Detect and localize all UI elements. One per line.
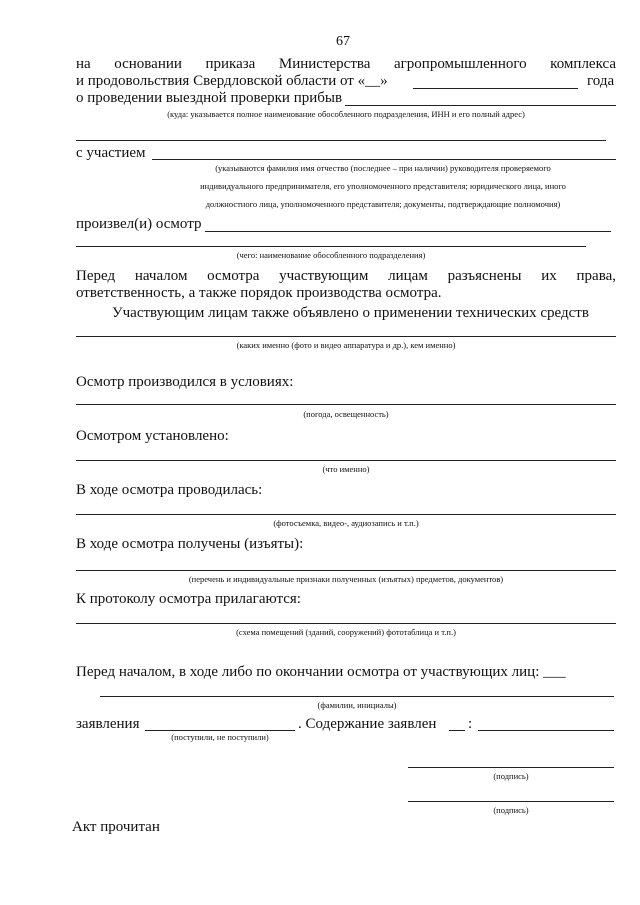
statements-label: Перед началом, в ходе либо по окончании осмотра от участвующих лиц: ___: [76, 664, 566, 680]
rights-line-3: Участвующим лицам также объявлено о применении технических средств: [112, 305, 589, 321]
statements-word: заявления: [76, 716, 140, 732]
content-line: [478, 730, 614, 731]
signature-line-2: [408, 801, 614, 802]
inspection-line-2: [76, 246, 586, 247]
inspection-line: [205, 231, 611, 232]
participation-label: с участием: [76, 145, 146, 161]
conditions-label: Осмотр производился в условиях:: [76, 374, 294, 390]
inspection-caption: (чего: наименование обособленного подразделения): [236, 250, 426, 260]
date-blank-line: [413, 88, 578, 89]
signature-caption-1: (подпись): [493, 771, 529, 781]
obtained-caption: (перечень и индивидуальные признаки полученных (изъятых) предметов, документов): [188, 574, 504, 584]
names-caption: (фамилии, инициалы): [317, 700, 397, 710]
intro-line-1: на основании приказа Министерства агропромышленного комплекса: [76, 56, 616, 72]
arrival-place-line-2: [76, 140, 606, 141]
intro-line-3: о проведении выездной проверки прибыв: [76, 90, 343, 106]
intro-line-2-start: и продовольствия Свердловской области от «__»: [76, 73, 388, 89]
content-colon: :: [468, 716, 473, 732]
technical-means-line: [76, 336, 616, 337]
participation-caption-3: должностного лица, уполномоченного представителя; документы, подтверждающие полномочия): [205, 199, 561, 209]
obtained-label: В ходе осмотра получены (изъяты):: [76, 536, 304, 552]
intro-line-2-end: года: [587, 73, 615, 89]
closing-text: Акт прочитан: [72, 819, 160, 835]
technical-means-caption: (каких именно (фото и видео аппаратура и др.), кем именно): [236, 340, 456, 350]
established-label: Осмотром установлено:: [76, 428, 229, 444]
inspection-label: произвел(и) осмотр: [76, 216, 202, 232]
signature-line-1: [408, 767, 614, 768]
page-number: 67: [336, 34, 350, 49]
established-caption: (что именно): [322, 464, 370, 474]
conditions-caption: (погода, освещенность): [303, 409, 389, 419]
participation-caption-1: (указываются фамилия имя отчество (последнее – при наличии) руководителя проверяемого: [215, 163, 551, 173]
conducted-label: В ходе осмотра проводилась:: [76, 482, 263, 498]
content-short-line: [449, 730, 465, 731]
signature-caption-2: (подпись): [493, 805, 529, 815]
conditions-line: [76, 404, 616, 405]
established-line: [76, 460, 616, 461]
rights-line-2: ответственность, а также порядок производства осмотра.: [76, 285, 442, 301]
conducted-line: [76, 514, 616, 515]
attached-line: [76, 623, 616, 624]
statements-content-label: . Содержание заявлен: [298, 716, 437, 732]
conducted-caption: (фотосъемка, видео-, аудиозапись и т.п.): [273, 518, 419, 528]
participation-line: [152, 159, 616, 160]
participation-caption-2: индивидуального предпринимателя, его уполномоченного представителя; юридического лица, иного: [200, 181, 566, 191]
statements-received-line: [145, 730, 295, 731]
rights-line-1: Перед началом осмотра участвующим лицам разъяснены их права,: [76, 268, 616, 284]
attached-caption: (схема помещений (зданий, сооружений) фототаблица и т.п.): [236, 627, 456, 637]
names-line: [100, 696, 614, 697]
arrival-place-caption: (куда: указывается полное наименование обособленного подразделения, ИНН и его полный адрес): [167, 109, 525, 119]
obtained-line: [76, 570, 616, 571]
received-caption: (поступили, не поступили): [171, 732, 269, 742]
arrival-place-line: [345, 105, 616, 106]
attached-label: К протоколу осмотра прилагаются:: [76, 591, 301, 607]
